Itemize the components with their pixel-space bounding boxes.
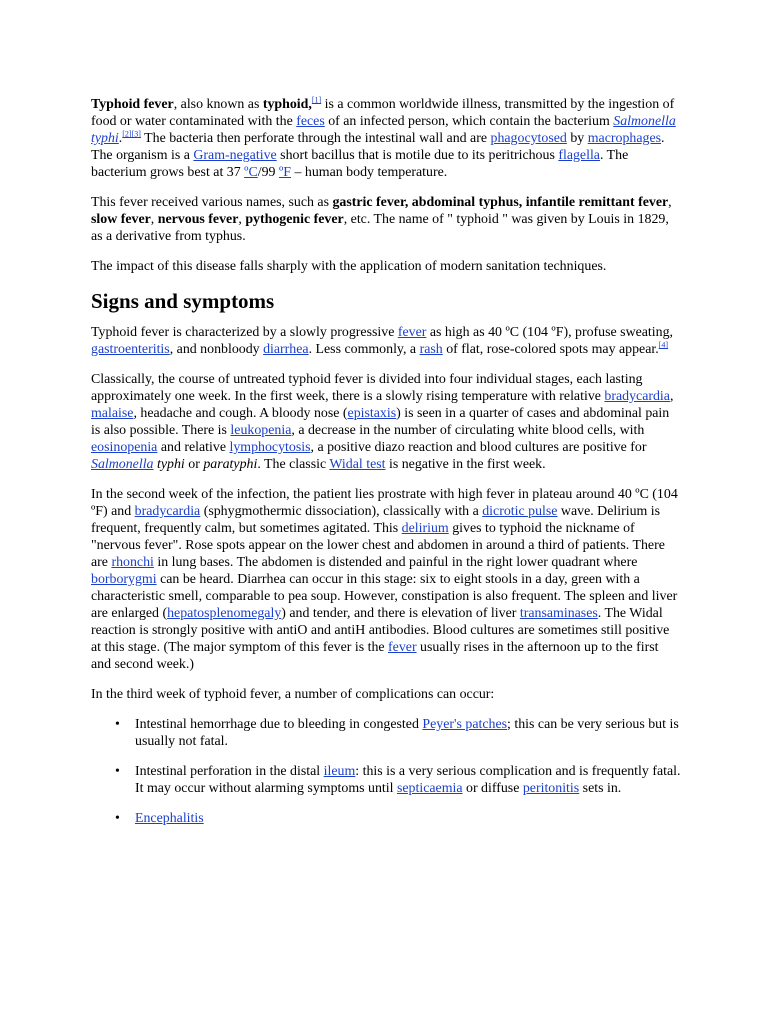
- citation-link-2[interactable]: [2]: [122, 129, 132, 139]
- text: ,: [669, 389, 674, 404]
- term-typhoid-fever: Typhoid fever: [91, 97, 174, 112]
- text: by: [566, 131, 588, 146]
- text: , etc. The name of " typhoid " was given by Louis in 1829, as a derivative from typhus.: [91, 212, 669, 244]
- text: , also known as: [173, 97, 263, 112]
- text: , headache and cough. A bloody nose (: [133, 406, 348, 421]
- text: . The organism is a: [91, 131, 665, 163]
- week1-paragraph: [91, 371, 681, 473]
- link-septicaemia[interactable]: septicaemia: [396, 781, 463, 796]
- link-celsius[interactable]: ºC: [244, 165, 258, 180]
- impact-paragraph: The impact of this disease falls sharply with the application of modern sanitation techniques.: [91, 259, 607, 274]
- complications-list: [91, 716, 681, 827]
- term-infantile-remittant-fever: infantile remittant fever: [525, 195, 669, 210]
- citation-2-3: [122, 129, 141, 138]
- link-borborygmi[interactable]: borborygmi: [91, 572, 157, 587]
- term-abdominal-typhus: abdominal typhus: [411, 195, 519, 210]
- citation-link-4[interactable]: [4]: [658, 340, 669, 350]
- link-bradycardia[interactable]: bradycardia: [604, 389, 670, 404]
- link-dicrotic-pulse[interactable]: dicrotic pulse: [482, 504, 558, 519]
- text: ,: [150, 212, 158, 227]
- text: gives to typhoid the nickname of "nervous fever". Rose spots appear on the lower chest and abdomen in around a third of patients. There are: [91, 521, 665, 570]
- text: is a common worldwide illness, transmitted by the ingestion of food or water contaminated with the: [91, 97, 675, 129]
- text: as high as 40 ºC (104 ºF), profuse sweating,: [426, 325, 674, 340]
- citation-1: [312, 95, 321, 104]
- signs-paragraph: [91, 324, 681, 358]
- text: ; this can be very serious but is usually not fatal.: [135, 717, 679, 749]
- link-peritonitis[interactable]: peritonitis: [522, 781, 580, 796]
- text: can be heard. Diarrhea can occur in this stage: six to eight stools in a day, green with a characteristic smell, comparable to pea soup. However, constipation is also frequent. The spleen and liver are enlarged (: [91, 572, 678, 621]
- text: of flat, rose-colored spots may appear.: [442, 342, 659, 357]
- link-feces[interactable]: feces: [296, 114, 325, 129]
- week3-intro-paragraph: In the third week of typhoid fever, a number of complications can occur:: [91, 687, 495, 702]
- text: ,: [404, 195, 412, 210]
- text: and relative: [157, 440, 230, 455]
- link-fahrenheit[interactable]: ºF: [278, 165, 292, 180]
- text: , and nonbloody: [169, 342, 264, 357]
- link-lymphocytosis[interactable]: lymphocytosis: [229, 440, 311, 455]
- text: The bacteria then perforate through the intestinal wall and are: [140, 131, 491, 146]
- intro-paragraph: [91, 96, 681, 181]
- text: or: [184, 457, 204, 472]
- text: ,: [308, 97, 312, 112]
- link-rhonchi[interactable]: rhonchi: [111, 555, 154, 570]
- text: wave. Delirium is frequent, frequently calm, but sometimes agitated. This: [91, 504, 661, 536]
- link-salmonella-typhi-text: Salmonella typhi: [91, 114, 676, 146]
- link-fever-2[interactable]: fever: [388, 640, 417, 655]
- names-paragraph: [91, 194, 681, 245]
- text: short bacillus that is motile due to its peritrichous: [276, 148, 559, 163]
- text: .: [118, 131, 123, 146]
- text: (sphygmothermic dissociation), classically with a: [200, 504, 483, 519]
- text: . The classic: [257, 457, 330, 472]
- list-item: [115, 716, 681, 750]
- bullet-icon: •: [115, 764, 120, 779]
- text: is negative in the first week.: [385, 457, 546, 472]
- term-pythogenic-fever: pythogenic fever: [245, 212, 344, 227]
- term-slow-fever: slow fever: [91, 212, 151, 227]
- link-eosinopenia[interactable]: eosinopenia: [91, 440, 158, 455]
- link-hepatosplenomegaly[interactable]: hepatosplenomegaly: [167, 606, 282, 621]
- link-epistaxis[interactable]: epistaxis: [347, 406, 397, 421]
- text: . The Widal reaction is strongly positive with antiO and antiH antibodies. Blood cultures are sometimes still positive at this stage. (The major symptom of this fever is the: [91, 606, 670, 655]
- link-peyers-patches[interactable]: Peyer's patches: [422, 717, 508, 732]
- text: . The bacterium grows best at 37: [91, 148, 629, 180]
- link-fever[interactable]: fever: [397, 325, 427, 340]
- text: or diffuse: [462, 781, 523, 796]
- text: Classically, the course of untreated typhoid fever is divided into four individual stages, each lasting approximately one week. In the first week, there is a slowly rising temperature with relative: [91, 372, 643, 404]
- text: ,: [668, 195, 672, 210]
- text: – human body temperature.: [291, 165, 448, 180]
- text: ,: [518, 195, 526, 210]
- link-widal-test[interactable]: Widal test: [329, 457, 386, 472]
- text: , a positive diazo reaction and blood cultures are positive for: [310, 440, 647, 455]
- text: : this is a very serious complication and is frequently fatal. It may occur without alarming symptoms until: [135, 764, 681, 796]
- text: , a decrease in the number of circulating white blood cells, with: [291, 423, 645, 438]
- text: This fever received various names, such as: [91, 195, 333, 210]
- link-gastroenteritis[interactable]: gastroenteritis: [91, 342, 170, 357]
- list-item: [115, 763, 681, 797]
- citation-link-3[interactable]: [3]: [131, 129, 141, 139]
- text: Intestinal hemorrhage due to bleeding in congested: [135, 717, 423, 732]
- list-item: [115, 810, 681, 827]
- text: /99: [257, 165, 279, 180]
- link-bradycardia-2[interactable]: bradycardia: [134, 504, 201, 519]
- bullet-icon: •: [115, 717, 120, 732]
- link-ileum[interactable]: ileum: [323, 764, 356, 779]
- link-encephalitis[interactable]: Encephalitis: [135, 811, 204, 826]
- text: In the second week of the infection, the patient lies prostrate with high fever in plateau around 40 ºC (104 ºF) and: [91, 487, 678, 519]
- citation-link-1[interactable]: [1]: [311, 95, 322, 105]
- link-transaminases[interactable]: transaminases: [519, 606, 598, 621]
- term-gastric-fever: gastric fever: [332, 195, 405, 210]
- link-phagocytosed[interactable]: phagocytosed: [490, 131, 567, 146]
- text: sets in.: [579, 781, 622, 796]
- text: usually rises in the afternoon up to the first and second week.): [91, 640, 659, 672]
- term-nervous-fever: nervous fever: [157, 212, 239, 227]
- text: Typhoid fever is characterized by a slowly progressive: [91, 325, 398, 340]
- link-malaise[interactable]: malaise: [91, 406, 134, 421]
- citation-4: [659, 340, 668, 349]
- link-rash[interactable]: rash: [419, 342, 443, 357]
- link-delirium[interactable]: delirium: [401, 521, 449, 536]
- week2-paragraph: [91, 486, 681, 673]
- term-typhoid: typhoid: [262, 97, 309, 112]
- text: Intestinal perforation in the distal: [135, 764, 324, 779]
- text: ,: [238, 212, 246, 227]
- link-salmonella-text: Salmonella: [91, 457, 154, 472]
- text: ) is seen in a quarter of cases and abdominal pain is also possible. There is: [91, 406, 670, 438]
- link-macrophages[interactable]: macrophages: [587, 131, 662, 146]
- text: in lung bases. The abdomen is distended and painful in the right lower quadrant where: [153, 555, 638, 570]
- section-heading-signs-and-symptoms: Signs and symptoms: [91, 289, 275, 313]
- text: ) and tender, and there is elevation of liver: [281, 606, 520, 621]
- bullet-icon: •: [115, 811, 120, 826]
- link-flagella[interactable]: flagella: [558, 148, 600, 163]
- term-paratyphi: paratyphi: [203, 457, 258, 472]
- link-salmonella[interactable]: [91, 457, 154, 472]
- link-leukopenia[interactable]: leukopenia: [230, 423, 292, 438]
- text: of an infected person, which contain the bacterium: [324, 114, 614, 129]
- link-diarrhea[interactable]: diarrhea: [263, 342, 309, 357]
- text: . Less commonly, a: [308, 342, 420, 357]
- term-typhi: typhi: [157, 457, 185, 472]
- link-gram-negative[interactable]: Gram-negative: [193, 148, 277, 163]
- article-body: [91, 96, 681, 840]
